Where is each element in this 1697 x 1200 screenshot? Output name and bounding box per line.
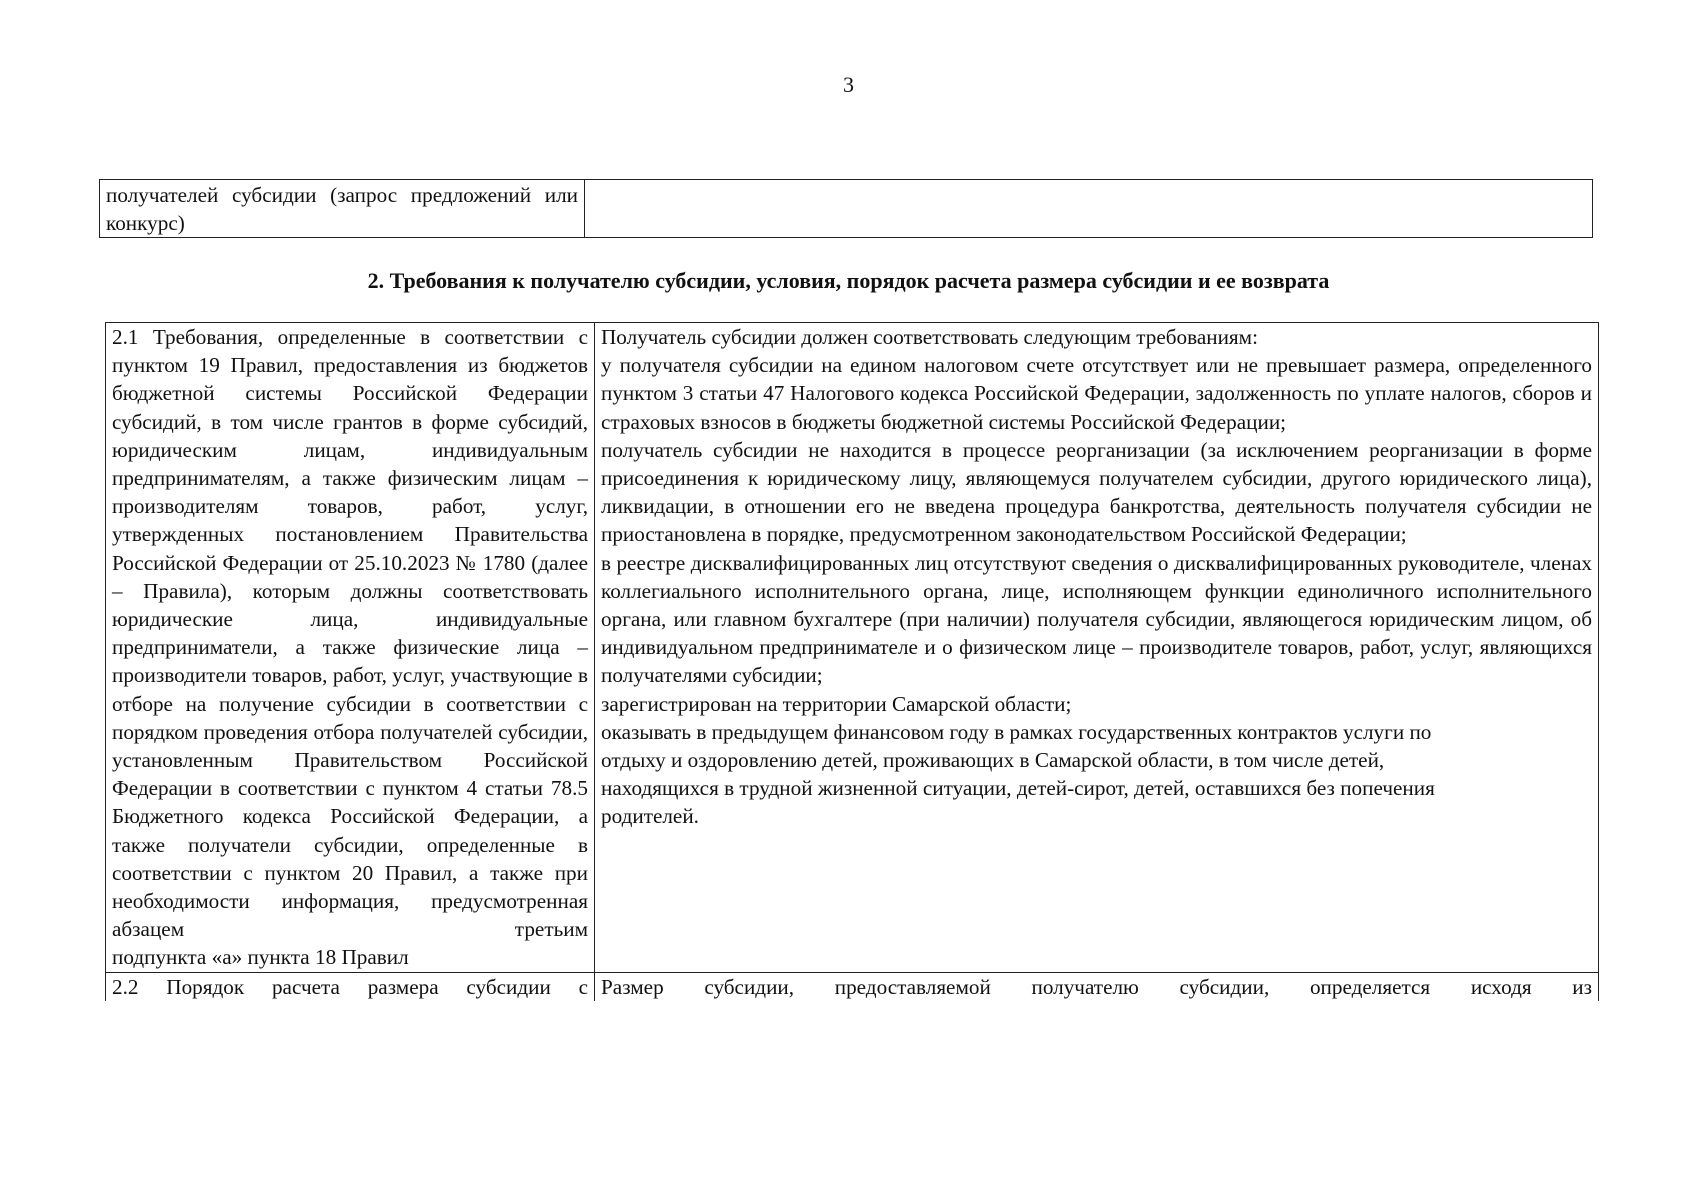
- calculation-left-cell: [106, 972, 595, 1001]
- requirements-table: [105, 322, 1599, 1001]
- requirement-tail-line: отдыху и оздоровлению детей, проживающих в Самарской области, в том числе детей,: [601, 748, 1385, 773]
- table-row: [106, 972, 1599, 1001]
- section-heading: 2. Требования к получателю субсидии, условия, порядок расчета размера субсидии и ее возврата: [367, 268, 1330, 293]
- calculation-right-text: Размер субсидии, предоставляемой получателю субсидии, определяется исходя из: [601, 974, 1592, 999]
- requirements-left-text-last-line: подпункта «а» пункта 18 Правил: [112, 945, 409, 970]
- calculation-left-text: 2.2 Порядок расчета размера субсидии с: [112, 974, 588, 999]
- top-table-right-cell: [585, 180, 1593, 238]
- requirement-paragraph: у получателя субсидии на едином налоговом счете отсутствует или не превышает размера, определенного пунктом 3 статьи 47 Налогового кодекса Российской Федерации, задолженность по уплате налогов, сборов и страховых взносов в бюджеты бюджетной системы Российской Федерации;: [601, 353, 1592, 434]
- calculation-right-cell: [595, 972, 1599, 1001]
- requirements-left-cell: [106, 323, 595, 973]
- requirements-left-text: 2.1 Требования, определенные в соответствии с пунктом 19 Правил, предоставления из бюджетов бюджетной системы Российской Федерации субсидий, в том числе грантов в форме субсидий, юридическим лицам, индивидуальным предпринимателям, а также физическим лицам – производителям товаров, работ, услуг, утвержденных постановлением Правительства Российской Федерации от 25.10.2023 № 1780 (далее – Правила), которым должны соответствовать юридические лица, индивидуальные предприниматели, а также физические лица – производители товаров, работ, услуг, участвующие в отборе на получение субсидии в соответствии с порядком проведения отбора получателей субсидии, установленным Правительством Российской Федерации в соответствии с пунктом 4 статьи 78.5 Бюджетного кодекса Российской Федерации, а также получатели субсидии, определенные в соответствии с пунктом 20 Правил, а также при необходимости информация, предусмотренная абзацем третьим: [112, 325, 588, 942]
- requirement-tail-line: находящихся в трудной жизненной ситуации, детей-сирот, детей, оставшихся без попечения: [601, 776, 1435, 801]
- table-row: [100, 180, 1593, 238]
- table-row: [106, 323, 1599, 973]
- requirement-tail-line: оказывать в предыдущем финансовом году в рамках государственных контрактов услуги по: [601, 719, 1432, 744]
- requirement-paragraph: в реестре дисквалифицированных лиц отсутствуют сведения о дисквалифицированных руководителе, членах коллегиального исполнительного органа, лице, исполняющем функции единоличного исполнительного органа, или главном бухгалтере (при наличии) получателя субсидии, являющегося юридическим лицом, об индивидуальном предпринимателе и о физическом лице – производителе товаров, работ, услуг, являющихся получателями субсидии;: [601, 550, 1592, 688]
- page-number: 3: [843, 72, 854, 97]
- top-table-left-text: получателей субсидии (запрос предложений или конкурс): [106, 183, 578, 236]
- requirement-paragraph: получатель субсидии не находится в процессе реорганизации (за исключением реорганизации в форме присоединения к юридическому лицу, являющемуся получателем субсидии, другого юридического лица), ликвидации, в отношении его не введена процедура банкротства, деятельность получателя субсидии не приостановлена в порядке, предусмотренном законодательством Российской Федерации;: [601, 437, 1592, 547]
- top-table-left-cell: [100, 180, 585, 238]
- requirement-paragraph: Получатель субсидии должен соответствовать следующим требованиям:: [601, 325, 1258, 349]
- requirement-paragraph: зарегистрирован на территории Самарской области;: [601, 691, 1072, 716]
- top-table: [99, 179, 1593, 238]
- requirements-right-cell: [595, 323, 1599, 973]
- requirement-tail-line: родителей.: [601, 804, 699, 829]
